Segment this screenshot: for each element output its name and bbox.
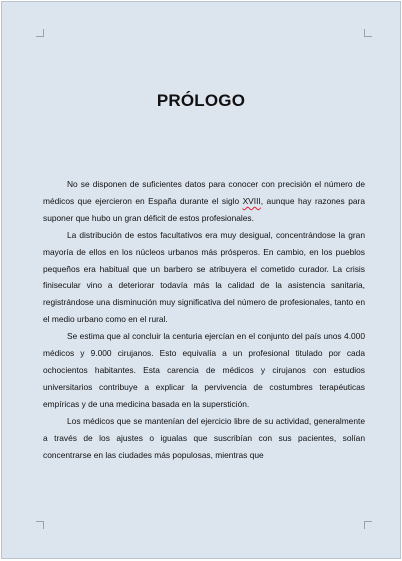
document-page [1, 1, 401, 559]
paragraph-3[interactable]: Se estima que al concluir la centuria ejercían en el conjunto del país unos 4.000 médicos y 9.000 cirujanos. Esto equivalía a un profesional titulado por cada ochocientos habitantes. Esta carencia de médicos y cirujanos con estudios universitarios contribuye a explicar la pervivencia de costumbres terapéuticas empíricas y de una medicina basada en la superstición. [43, 331, 365, 409]
crop-mark-top-right [364, 29, 372, 37]
paragraph-1[interactable] [43, 176, 365, 227]
paragraph-1-text-end: , aunque hay razones para suponer que hubo un gran déficit de estos profesionales. [43, 195, 365, 223]
crop-mark-bottom-left [36, 521, 44, 529]
document-title[interactable]: PRÓLOGO [156, 91, 246, 110]
paragraph-1-text-start: No se disponen de suficientes datos para conocer con precisión el número de médicos que ejercieron en España durante el siglo [43, 179, 365, 206]
crop-mark-bottom-right [364, 521, 372, 529]
spellcheck-flagged-word[interactable]: XVIII [242, 195, 261, 206]
paragraph-2[interactable]: La distribución de estos facultativos era muy desigual, concentrándose la gran mayoría de ellos en los núcleos urbanos más prósperos. En cambio, en los pueblos pequeños era habitual que un barbero se atribuyera el cometido curador. La crisis finisecular vino a deteriorar todavía más la calidad de la asistencia sanitaria, registrándose una disminución muy significativa del número de profesionales, tanto en el medio urbano como en el rural. [43, 229, 365, 325]
document-body[interactable] [43, 176, 365, 463]
paragraph-4[interactable]: Los médicos que se mantenían del ejercicio libre de su actividad, generalmente a través de los ajustes o igualas que suscribían con sus pacientes, solían concentrarse en las ciudades más populosas, mientras que [43, 415, 365, 460]
crop-mark-top-left [36, 29, 44, 37]
